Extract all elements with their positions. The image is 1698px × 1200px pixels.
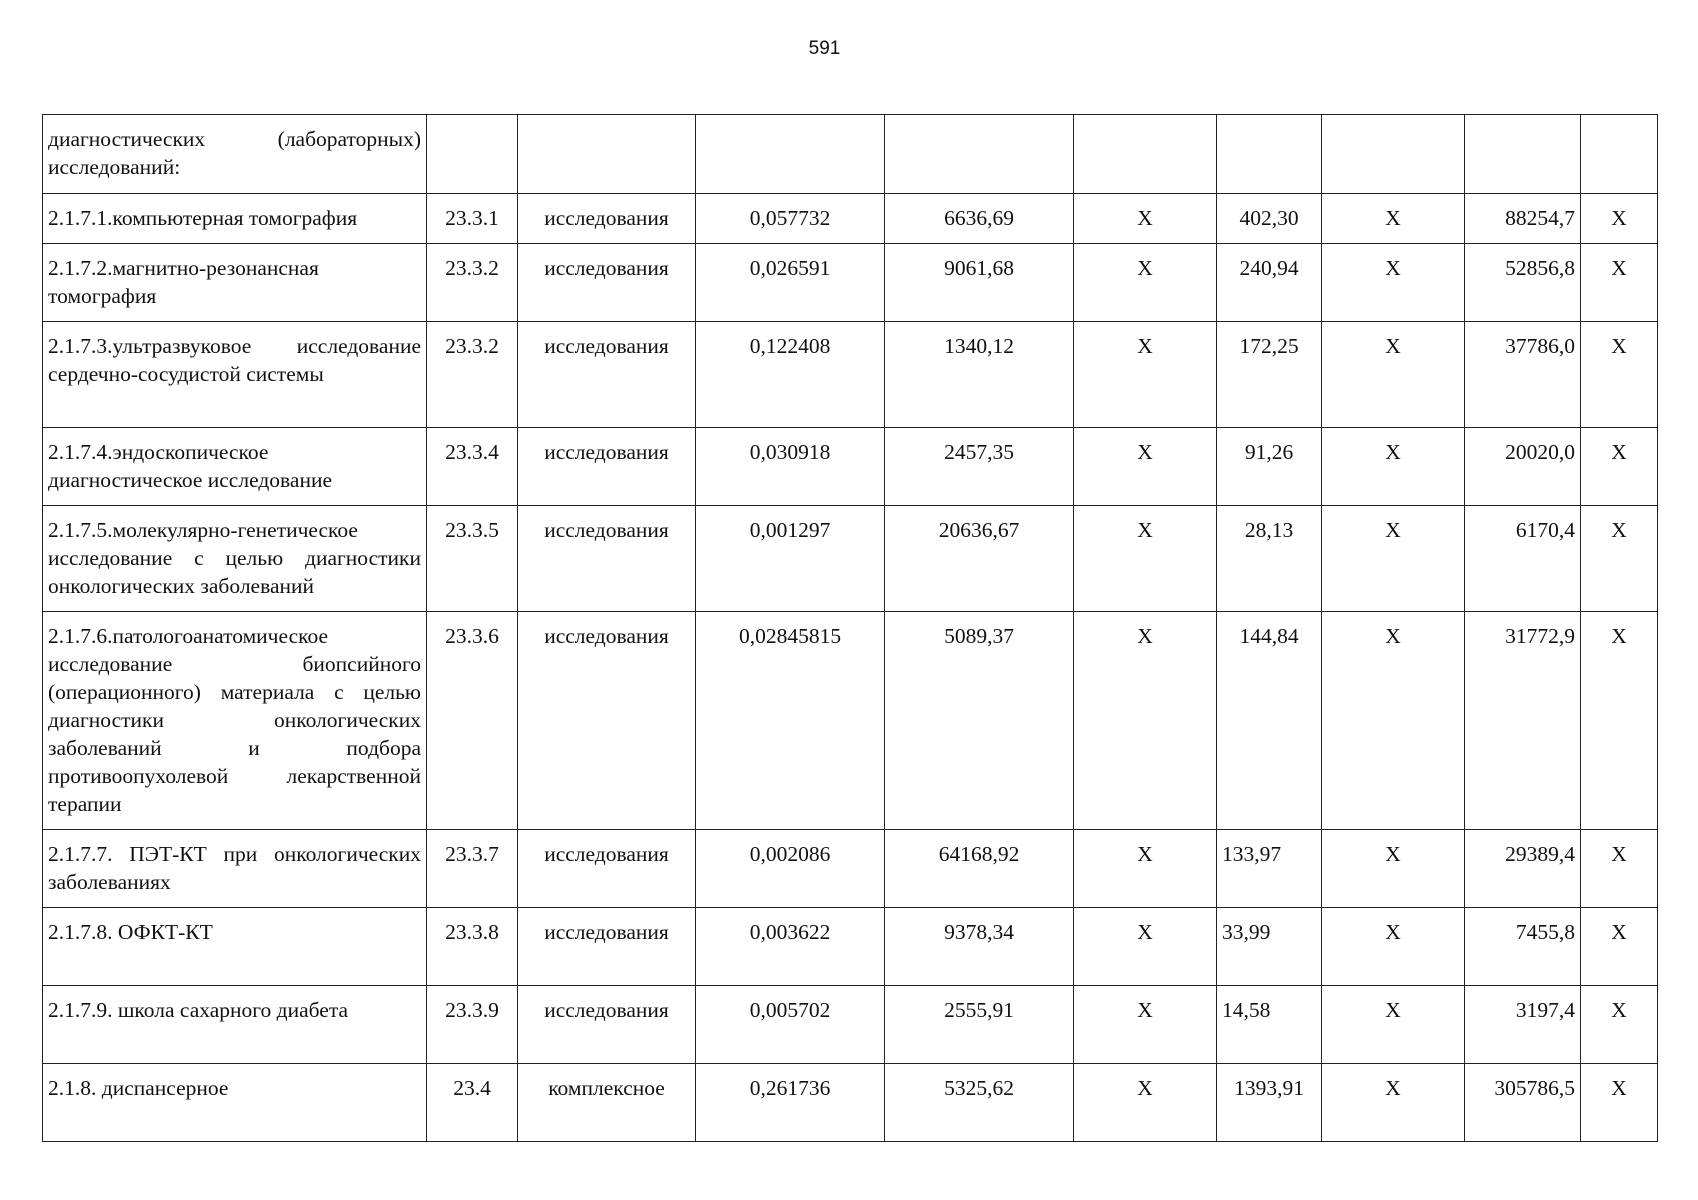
sum-cell: 305786,5	[1465, 1064, 1581, 1142]
per-capita-cell: 28,13	[1217, 506, 1322, 612]
table-row	[43, 986, 1658, 1064]
code-cell: 23.4	[427, 1064, 518, 1142]
sum-cell: 52856,8	[1465, 244, 1581, 322]
table-row	[43, 1064, 1658, 1142]
per-capita-cell: 172,25	[1217, 322, 1322, 428]
per-capita-cell: 1393,91	[1217, 1064, 1322, 1142]
unit-cell: исследования	[518, 908, 696, 986]
code-cell: 23.3.8	[427, 908, 518, 986]
service-name-cell: 2.1.7.9. школа сахарного диабета	[43, 986, 427, 1064]
x-mark-cell: X	[1322, 244, 1465, 322]
service-name-cell: диагностических (лабораторных) исследований:	[43, 115, 427, 194]
x-mark-cell: X	[1074, 1064, 1217, 1142]
table-row	[43, 908, 1658, 986]
x-mark-cell: X	[1074, 986, 1217, 1064]
sum-cell: 3197,4	[1465, 986, 1581, 1064]
code-cell: 23.3.1	[427, 194, 518, 244]
unit-cell: исследования	[518, 194, 696, 244]
norm-cell: 0,005702	[696, 986, 885, 1064]
x-mark-cell: X	[1581, 612, 1658, 830]
x-mark-cell: X	[1581, 986, 1658, 1064]
unit-cell: исследования	[518, 322, 696, 428]
x-mark-cell: X	[1322, 908, 1465, 986]
code-cell: 23.3.6	[427, 612, 518, 830]
x-mark-cell: X	[1074, 322, 1217, 428]
x-mark-cell: X	[1074, 428, 1217, 506]
cost-cell: 5325,62	[885, 1064, 1074, 1142]
x-mark-cell: X	[1074, 830, 1217, 908]
x-mark-cell: X	[1581, 194, 1658, 244]
norm-cell: 0,001297	[696, 506, 885, 612]
sum-cell: 20020,0	[1465, 428, 1581, 506]
sum-cell	[1465, 115, 1581, 194]
norm-cell: 0,122408	[696, 322, 885, 428]
x-mark-cell: X	[1322, 194, 1465, 244]
code-cell: 23.3.7	[427, 830, 518, 908]
table-row	[43, 244, 1658, 322]
x-mark-cell: X	[1581, 244, 1658, 322]
x-mark-cell: X	[1322, 986, 1465, 1064]
x-mark-cell: X	[1581, 428, 1658, 506]
per-capita-cell: 144,84	[1217, 612, 1322, 830]
service-name-cell: 2.1.7.8. ОФКТ-КТ	[43, 908, 427, 986]
unit-cell: исследования	[518, 244, 696, 322]
x-mark-cell	[1581, 115, 1658, 194]
unit-cell: исследования	[518, 428, 696, 506]
sum-cell: 29389,4	[1465, 830, 1581, 908]
per-capita-cell: 14,58	[1217, 986, 1322, 1064]
code-cell: 23.3.9	[427, 986, 518, 1064]
page-number: 591	[808, 38, 841, 59]
x-mark-cell: X	[1322, 1064, 1465, 1142]
service-name-cell: 2.1.7.4.эндоскопическое диагностическое исследование	[43, 428, 427, 506]
x-mark-cell: X	[1581, 908, 1658, 986]
cost-cell: 2457,35	[885, 428, 1074, 506]
x-mark-cell: X	[1322, 506, 1465, 612]
x-mark-cell: X	[1581, 1064, 1658, 1142]
norm-cell: 0,030918	[696, 428, 885, 506]
sum-cell: 37786,0	[1465, 322, 1581, 428]
x-mark-cell: X	[1581, 322, 1658, 428]
code-cell: 23.3.5	[427, 506, 518, 612]
service-name-cell: 2.1.7.2.магнитно-резонансная томография	[43, 244, 427, 322]
per-capita-cell: 33,99	[1217, 908, 1322, 986]
per-capita-cell: 91,26	[1217, 428, 1322, 506]
cost-cell: 9061,68	[885, 244, 1074, 322]
x-mark-cell: X	[1581, 506, 1658, 612]
cost-cell: 64168,92	[885, 830, 1074, 908]
per-capita-cell: 240,94	[1217, 244, 1322, 322]
cost-cell: 6636,69	[885, 194, 1074, 244]
x-mark-cell: X	[1074, 194, 1217, 244]
x-mark-cell: X	[1074, 612, 1217, 830]
unit-cell: исследования	[518, 612, 696, 830]
norm-cell: 0,057732	[696, 194, 885, 244]
unit-cell: комплексное	[518, 1064, 696, 1142]
unit-cell: исследования	[518, 830, 696, 908]
per-capita-cell: 402,30	[1217, 194, 1322, 244]
norm-cell: 0,002086	[696, 830, 885, 908]
per-capita-cell	[1217, 115, 1322, 194]
sum-cell: 88254,7	[1465, 194, 1581, 244]
unit-cell: исследования	[518, 506, 696, 612]
norm-cell	[696, 115, 885, 194]
service-name-cell: 2.1.7.6.патологоанатомическое исследование биопсийного (операционного) материала с целью диагностики онкологических заболеваний и подбора противоопухолевой лекарственной терапии	[43, 612, 427, 830]
service-name-cell: 2.1.7.5.молекулярно-генетическое исследование с целью диагностики онкологических заболеваний	[43, 506, 427, 612]
sum-cell: 6170,4	[1465, 506, 1581, 612]
sum-cell: 7455,8	[1465, 908, 1581, 986]
cost-cell: 1340,12	[885, 322, 1074, 428]
per-capita-cell: 133,97	[1217, 830, 1322, 908]
x-mark-cell: X	[1322, 830, 1465, 908]
cost-cell	[885, 115, 1074, 194]
data-table	[42, 114, 1658, 1142]
norm-cell: 0,02845815	[696, 612, 885, 830]
service-name-cell: 2.1.8. диспансерное	[43, 1064, 427, 1142]
table-row	[43, 830, 1658, 908]
x-mark-cell: X	[1322, 322, 1465, 428]
x-mark-cell: X	[1074, 244, 1217, 322]
code-cell: 23.3.2	[427, 322, 518, 428]
cost-cell: 20636,67	[885, 506, 1074, 612]
sum-cell: 31772,9	[1465, 612, 1581, 830]
norm-cell: 0,003622	[696, 908, 885, 986]
norm-cell: 0,026591	[696, 244, 885, 322]
code-cell	[427, 115, 518, 194]
x-mark-cell: X	[1322, 428, 1465, 506]
unit-cell: исследования	[518, 986, 696, 1064]
code-cell: 23.3.2	[427, 244, 518, 322]
x-mark-cell: X	[1074, 908, 1217, 986]
x-mark-cell	[1074, 115, 1217, 194]
cost-cell: 9378,34	[885, 908, 1074, 986]
cost-cell: 5089,37	[885, 612, 1074, 830]
table-row	[43, 506, 1658, 612]
x-mark-cell: X	[1322, 612, 1465, 830]
table-row	[43, 322, 1658, 428]
table-row	[43, 194, 1658, 244]
code-cell: 23.3.4	[427, 428, 518, 506]
table-row	[43, 428, 1658, 506]
unit-cell	[518, 115, 696, 194]
service-name-cell: 2.1.7.3.ультразвуковое исследование сердечно-сосудистой системы	[43, 322, 427, 428]
table-row	[43, 612, 1658, 830]
norm-cell: 0,261736	[696, 1064, 885, 1142]
x-mark-cell: X	[1074, 506, 1217, 612]
cost-cell: 2555,91	[885, 986, 1074, 1064]
x-mark-cell: X	[1581, 830, 1658, 908]
x-mark-cell	[1322, 115, 1465, 194]
table-row	[43, 115, 1658, 194]
service-name-cell: 2.1.7.7. ПЭТ-КТ при онкологических заболеваниях	[43, 830, 427, 908]
service-name-cell: 2.1.7.1.компьютерная томография	[43, 194, 427, 244]
